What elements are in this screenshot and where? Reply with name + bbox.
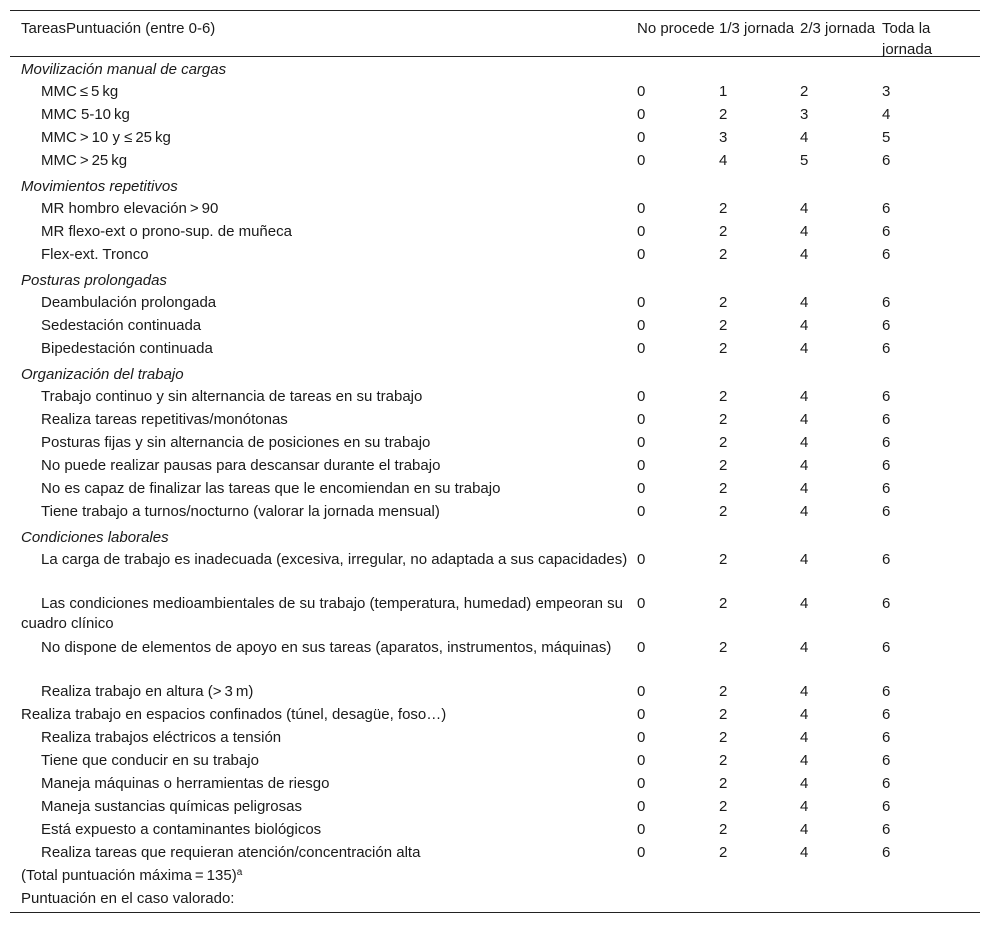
- score-cell: 4: [800, 246, 809, 263]
- task-label: Posturas fijas y sin alternancia de posiciones en su trabajo: [41, 434, 431, 451]
- table-row: [10, 387, 980, 410]
- score-cell: 4: [800, 200, 809, 217]
- task-label: MMC ≤ 5 kg: [41, 83, 119, 100]
- score-cell: 3: [800, 106, 809, 123]
- score-cell: 2: [719, 457, 728, 474]
- task-label: Realiza trabajo en altura (> 3 m): [41, 683, 254, 700]
- task-label: Maneja máquinas o herramientas de riesgo: [41, 775, 330, 792]
- score-cell: 3: [719, 129, 728, 146]
- table-row: [10, 82, 980, 105]
- section-heading: [10, 268, 980, 293]
- score-cell: 0: [637, 388, 646, 405]
- task-label: MR flexo-ext o prono-sup. de muñeca: [41, 223, 292, 240]
- score-cell: 2: [719, 821, 728, 838]
- score-cell: 2: [719, 798, 728, 815]
- score-cell: 0: [637, 595, 646, 612]
- score-cell: 6: [882, 775, 891, 792]
- header-tasks: TareasPuntuación (entre 0-6): [21, 20, 216, 37]
- score-cell: 0: [637, 129, 646, 146]
- score-cell: 2: [719, 551, 728, 568]
- header-one-third: 1/3 jornada: [719, 20, 795, 37]
- score-cell: 6: [882, 246, 891, 263]
- score-cell: 6: [882, 480, 891, 497]
- score-cell: 0: [637, 821, 646, 838]
- total-max-text: [10, 866, 637, 886]
- score-cell: 2: [719, 106, 728, 123]
- score-cell: 0: [637, 317, 646, 334]
- table-row: [10, 728, 980, 751]
- table-row: [10, 456, 980, 479]
- score-cell: 2: [719, 340, 728, 357]
- table-row: [10, 245, 980, 268]
- score-cell: 2: [719, 434, 728, 451]
- table-row: [10, 410, 980, 433]
- task-label: Sedestación continuada: [41, 317, 202, 334]
- score-cell: 6: [882, 388, 891, 405]
- score-cell: 2: [719, 223, 728, 240]
- score-cell: 6: [882, 821, 891, 838]
- score-cell: 6: [882, 152, 891, 169]
- score-cell: 4: [800, 294, 809, 311]
- score-cell: 4: [800, 844, 809, 861]
- task-label: Maneja sustancias químicas peligrosas: [41, 798, 302, 815]
- score-cell: 6: [882, 844, 891, 861]
- score-cell: 2: [719, 246, 728, 263]
- task-label: Flex-ext. Tronco: [41, 246, 149, 263]
- score-cell: 0: [637, 457, 646, 474]
- task-label: Bipedestación continuada: [41, 340, 213, 357]
- header-no-procede: No procede: [637, 20, 715, 37]
- scoring-table: [10, 10, 980, 913]
- score-cell: 2: [800, 83, 809, 100]
- table-row: [10, 774, 980, 797]
- table-row: [10, 293, 980, 316]
- score-cell: 0: [637, 83, 646, 100]
- score-cell: 4: [800, 729, 809, 746]
- table-row: [10, 479, 980, 502]
- task-label: MR hombro elevación > 90: [41, 200, 219, 217]
- section-title: Condiciones laborales: [21, 529, 169, 546]
- score-cell: 4: [800, 595, 809, 612]
- score-cell: 4: [800, 821, 809, 838]
- score-cell: 6: [882, 729, 891, 746]
- score-cell: 0: [637, 340, 646, 357]
- score-cell: 4: [800, 317, 809, 334]
- score-cell: 6: [882, 294, 891, 311]
- score-cell: 2: [719, 503, 728, 520]
- table-row: [10, 339, 980, 362]
- case-score-label: Puntuación en el caso valorado:: [21, 890, 235, 907]
- table-body: [10, 57, 980, 866]
- score-cell: 0: [637, 480, 646, 497]
- section-title: Movimientos repetitivos: [21, 178, 178, 195]
- score-cell: 4: [800, 798, 809, 815]
- score-cell: 2: [719, 844, 728, 861]
- section-heading: [10, 57, 980, 82]
- task-label: MMC > 10 y ≤ 25 kg: [41, 129, 171, 146]
- task-label: La carga de trabajo es inadecuada (excesiva, irregular, no adaptada a sus capacidades): [41, 551, 628, 568]
- score-cell: 2: [719, 200, 728, 217]
- task-label: Está expuesto a contaminantes biológicos: [41, 821, 322, 838]
- score-cell: 0: [637, 775, 646, 792]
- score-cell: 4: [800, 388, 809, 405]
- score-cell: 4: [800, 775, 809, 792]
- score-cell: 6: [882, 434, 891, 451]
- task-label: Realiza trabajo en espacios confinados (túnel, desagüe, foso…): [21, 706, 447, 723]
- score-cell: 4: [800, 752, 809, 769]
- table-row: [10, 222, 980, 245]
- task-label: MMC > 25 kg: [41, 152, 128, 169]
- task-label: No puede realizar pausas para descansar durante el trabajo: [41, 457, 441, 474]
- score-cell: 0: [637, 844, 646, 861]
- table-row: [10, 316, 980, 339]
- section-heading: [10, 362, 980, 387]
- score-cell: 5: [882, 129, 891, 146]
- score-cell: 6: [882, 706, 891, 723]
- table-row: [10, 682, 980, 705]
- score-cell: 6: [882, 798, 891, 815]
- case-score-row: [10, 889, 980, 912]
- table-row: [10, 550, 980, 594]
- section-title: Organización del trabajo: [21, 366, 184, 383]
- score-cell: 5: [800, 152, 809, 169]
- score-cell: 0: [637, 683, 646, 700]
- task-label: MMC 5-10 kg: [41, 106, 130, 123]
- score-cell: 4: [800, 551, 809, 568]
- score-cell: 0: [637, 223, 646, 240]
- table-row: [10, 797, 980, 820]
- score-cell: 4: [800, 457, 809, 474]
- score-cell: 1: [719, 83, 728, 100]
- table-row: [10, 820, 980, 843]
- score-cell: 0: [637, 106, 646, 123]
- section-title: Movilización manual de cargas: [21, 61, 227, 78]
- score-cell: 2: [719, 595, 728, 612]
- score-cell: 6: [882, 223, 891, 240]
- score-cell: 6: [882, 752, 891, 769]
- task-label: Realiza tareas repetitivas/monótonas: [41, 411, 288, 428]
- table-row: [10, 705, 980, 728]
- score-cell: 2: [719, 729, 728, 746]
- score-cell: 0: [637, 729, 646, 746]
- score-cell: 6: [882, 457, 891, 474]
- footnote-marker: a: [236, 867, 243, 878]
- score-cell: 6: [882, 595, 891, 612]
- score-cell: 0: [637, 752, 646, 769]
- total-row: [10, 866, 980, 889]
- score-cell: 2: [719, 706, 728, 723]
- score-cell: 2: [719, 639, 728, 656]
- score-cell: 2: [719, 752, 728, 769]
- score-cell: 4: [800, 340, 809, 357]
- task-label: Tiene trabajo a turnos/nocturno (valorar la jornada mensual): [41, 503, 440, 520]
- table-row: [10, 433, 980, 456]
- score-cell: 6: [882, 411, 891, 428]
- score-cell: 0: [637, 152, 646, 169]
- section-title: Posturas prolongadas: [21, 272, 167, 289]
- score-cell: 2: [719, 480, 728, 497]
- score-cell: 4: [800, 503, 809, 520]
- table-row: [10, 594, 980, 638]
- task-label: Realiza trabajos eléctricos a tensión: [41, 729, 282, 746]
- task-label: Deambulación prolongada: [41, 294, 217, 311]
- task-label: Tiene que conducir en su trabajo: [41, 752, 259, 769]
- table-row: [10, 638, 980, 682]
- score-cell: 4: [719, 152, 728, 169]
- score-cell: 6: [882, 551, 891, 568]
- total-max-label: (Total puntuación máxima = 135): [21, 867, 237, 884]
- table-row: [10, 128, 980, 151]
- score-cell: 6: [882, 639, 891, 656]
- score-cell: 0: [637, 434, 646, 451]
- header-full-day: Toda la jornada: [882, 20, 933, 58]
- score-cell: 6: [882, 317, 891, 334]
- section-heading: [10, 525, 980, 550]
- score-cell: 4: [882, 106, 891, 123]
- score-cell: 4: [800, 683, 809, 700]
- table-row: [10, 199, 980, 222]
- score-cell: 0: [637, 503, 646, 520]
- score-cell: 4: [800, 223, 809, 240]
- score-cell: 0: [637, 706, 646, 723]
- task-label: No dispone de elementos de apoyo en sus tareas (aparatos, instrumentos, máquinas): [41, 639, 612, 656]
- score-cell: 0: [637, 798, 646, 815]
- score-cell: 0: [637, 411, 646, 428]
- table-row: [10, 502, 980, 525]
- score-cell: 6: [882, 683, 891, 700]
- task-label: Las condiciones medioambientales de su trabajo (temperatura, humedad) empeoran su cuadro clínico: [21, 595, 624, 632]
- score-cell: 6: [882, 503, 891, 520]
- score-cell: 2: [719, 388, 728, 405]
- score-cell: 4: [800, 129, 809, 146]
- score-cell: 2: [719, 317, 728, 334]
- score-cell: 0: [637, 639, 646, 656]
- score-cell: 4: [800, 480, 809, 497]
- task-label: Trabajo continuo y sin alternancia de tareas en su trabajo: [41, 388, 423, 405]
- table-row: [10, 751, 980, 774]
- score-cell: 2: [719, 294, 728, 311]
- score-cell: 2: [719, 411, 728, 428]
- task-label: No es capaz de finalizar las tareas que le encomiendan en su trabajo: [41, 480, 501, 497]
- task-label: Realiza tareas que requieran atención/concentración alta: [41, 844, 421, 861]
- table-row: [10, 105, 980, 128]
- table-row: [10, 151, 980, 174]
- score-cell: 6: [882, 340, 891, 357]
- score-cell: 6: [882, 200, 891, 217]
- header-two-thirds: 2/3 jornada: [800, 20, 876, 37]
- score-cell: 4: [800, 639, 809, 656]
- score-cell: 4: [800, 411, 809, 428]
- score-cell: 3: [882, 83, 891, 100]
- score-cell: 4: [800, 434, 809, 451]
- table-header: [10, 11, 980, 57]
- score-cell: 4: [800, 706, 809, 723]
- score-cell: 0: [637, 246, 646, 263]
- score-cell: 0: [637, 551, 646, 568]
- score-cell: 2: [719, 775, 728, 792]
- score-cell: 0: [637, 294, 646, 311]
- score-cell: 0: [637, 200, 646, 217]
- section-heading: [10, 174, 980, 199]
- score-cell: 2: [719, 683, 728, 700]
- table-row: [10, 843, 980, 866]
